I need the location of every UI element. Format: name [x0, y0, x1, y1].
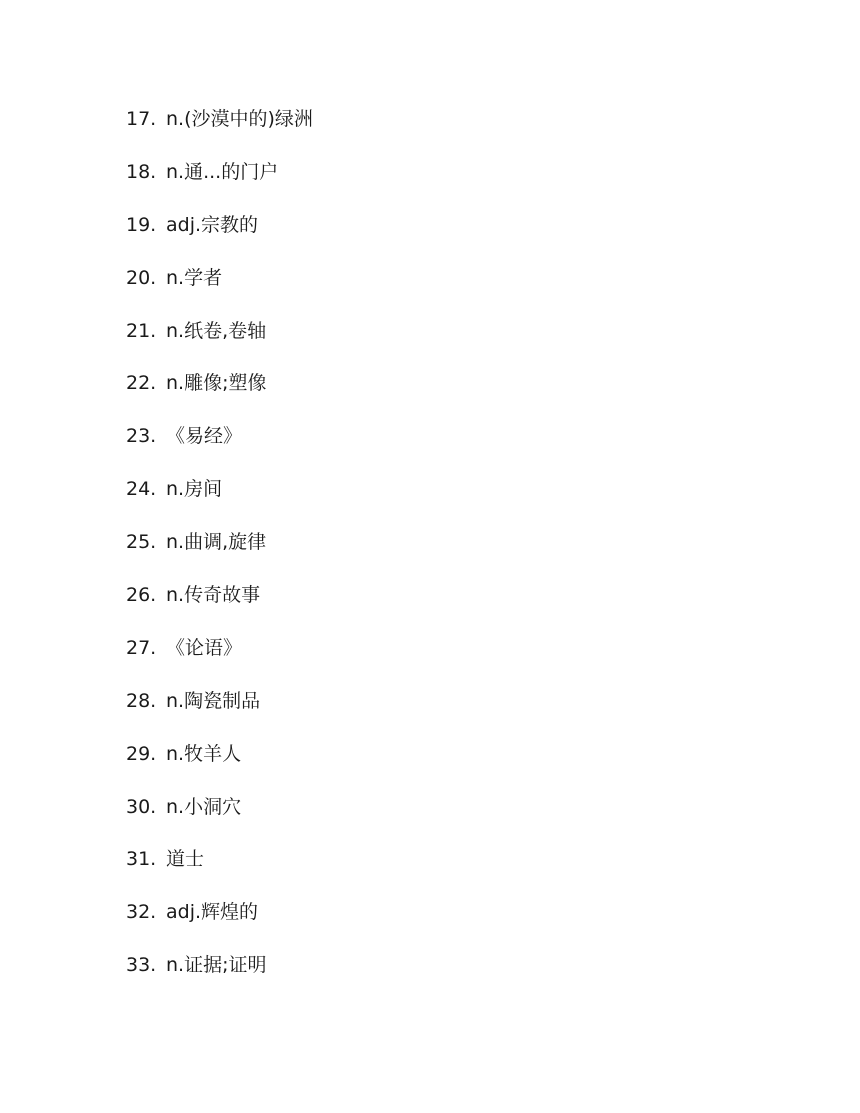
list-item [126, 580, 313, 633]
item-definition: n.陶瓷制品 [166, 689, 261, 712]
item-definition: n.曲调,旋律 [166, 531, 267, 554]
item-number: 26. [126, 584, 157, 607]
item-number: 24. [126, 478, 157, 501]
list-item [126, 686, 313, 739]
list-item [126, 104, 313, 157]
item-definition: n.雕像;塑像 [166, 372, 267, 395]
item-definition: n.房间 [166, 478, 223, 501]
item-number: 17. [126, 108, 157, 130]
list-item [126, 633, 313, 686]
list-item [126, 316, 313, 369]
list-item [126, 739, 313, 792]
item-number: 30. [126, 795, 157, 818]
list-item [126, 263, 313, 316]
list-item [126, 210, 313, 263]
item-definition: n.牧羊人 [166, 742, 242, 765]
list-item [126, 421, 313, 474]
item-number: 20. [126, 266, 157, 289]
item-definition: n.纸卷,卷轴 [166, 319, 267, 342]
item-definition: n.通...的门户 [166, 160, 279, 183]
item-definition: n.传奇故事 [166, 584, 261, 607]
item-definition: 道士 [166, 848, 205, 871]
item-definition: adj.宗教的 [166, 213, 259, 236]
item-definition: n.小洞穴 [166, 795, 242, 818]
item-number: 28. [126, 689, 157, 712]
item-number: 23. [126, 425, 157, 448]
list-item [126, 844, 313, 897]
item-number: 22. [126, 372, 157, 395]
item-number: 32. [126, 901, 157, 924]
list-item [126, 157, 313, 210]
item-number: 18. [126, 160, 157, 183]
item-definition: n.证据;证明 [166, 954, 267, 977]
item-number: 29. [126, 742, 157, 765]
item-definition: 《论语》 [166, 636, 243, 659]
vocabulary-list [126, 104, 313, 1003]
item-number: 25. [126, 531, 157, 554]
item-number: 27. [126, 636, 157, 659]
item-definition: 《易经》 [166, 425, 243, 448]
item-number: 21. [126, 319, 157, 342]
item-number: 33. [126, 954, 157, 977]
item-definition: n.(沙漠中的)绿洲 [166, 108, 313, 130]
item-number: 19. [126, 213, 157, 236]
list-item [126, 792, 313, 845]
item-definition: n.学者 [166, 266, 223, 289]
list-item [126, 897, 313, 950]
list-item [126, 474, 313, 527]
item-definition: adj.辉煌的 [166, 901, 259, 924]
item-number: 31. [126, 848, 157, 871]
list-item [126, 527, 313, 580]
list-item [126, 950, 313, 1003]
list-item [126, 368, 313, 421]
